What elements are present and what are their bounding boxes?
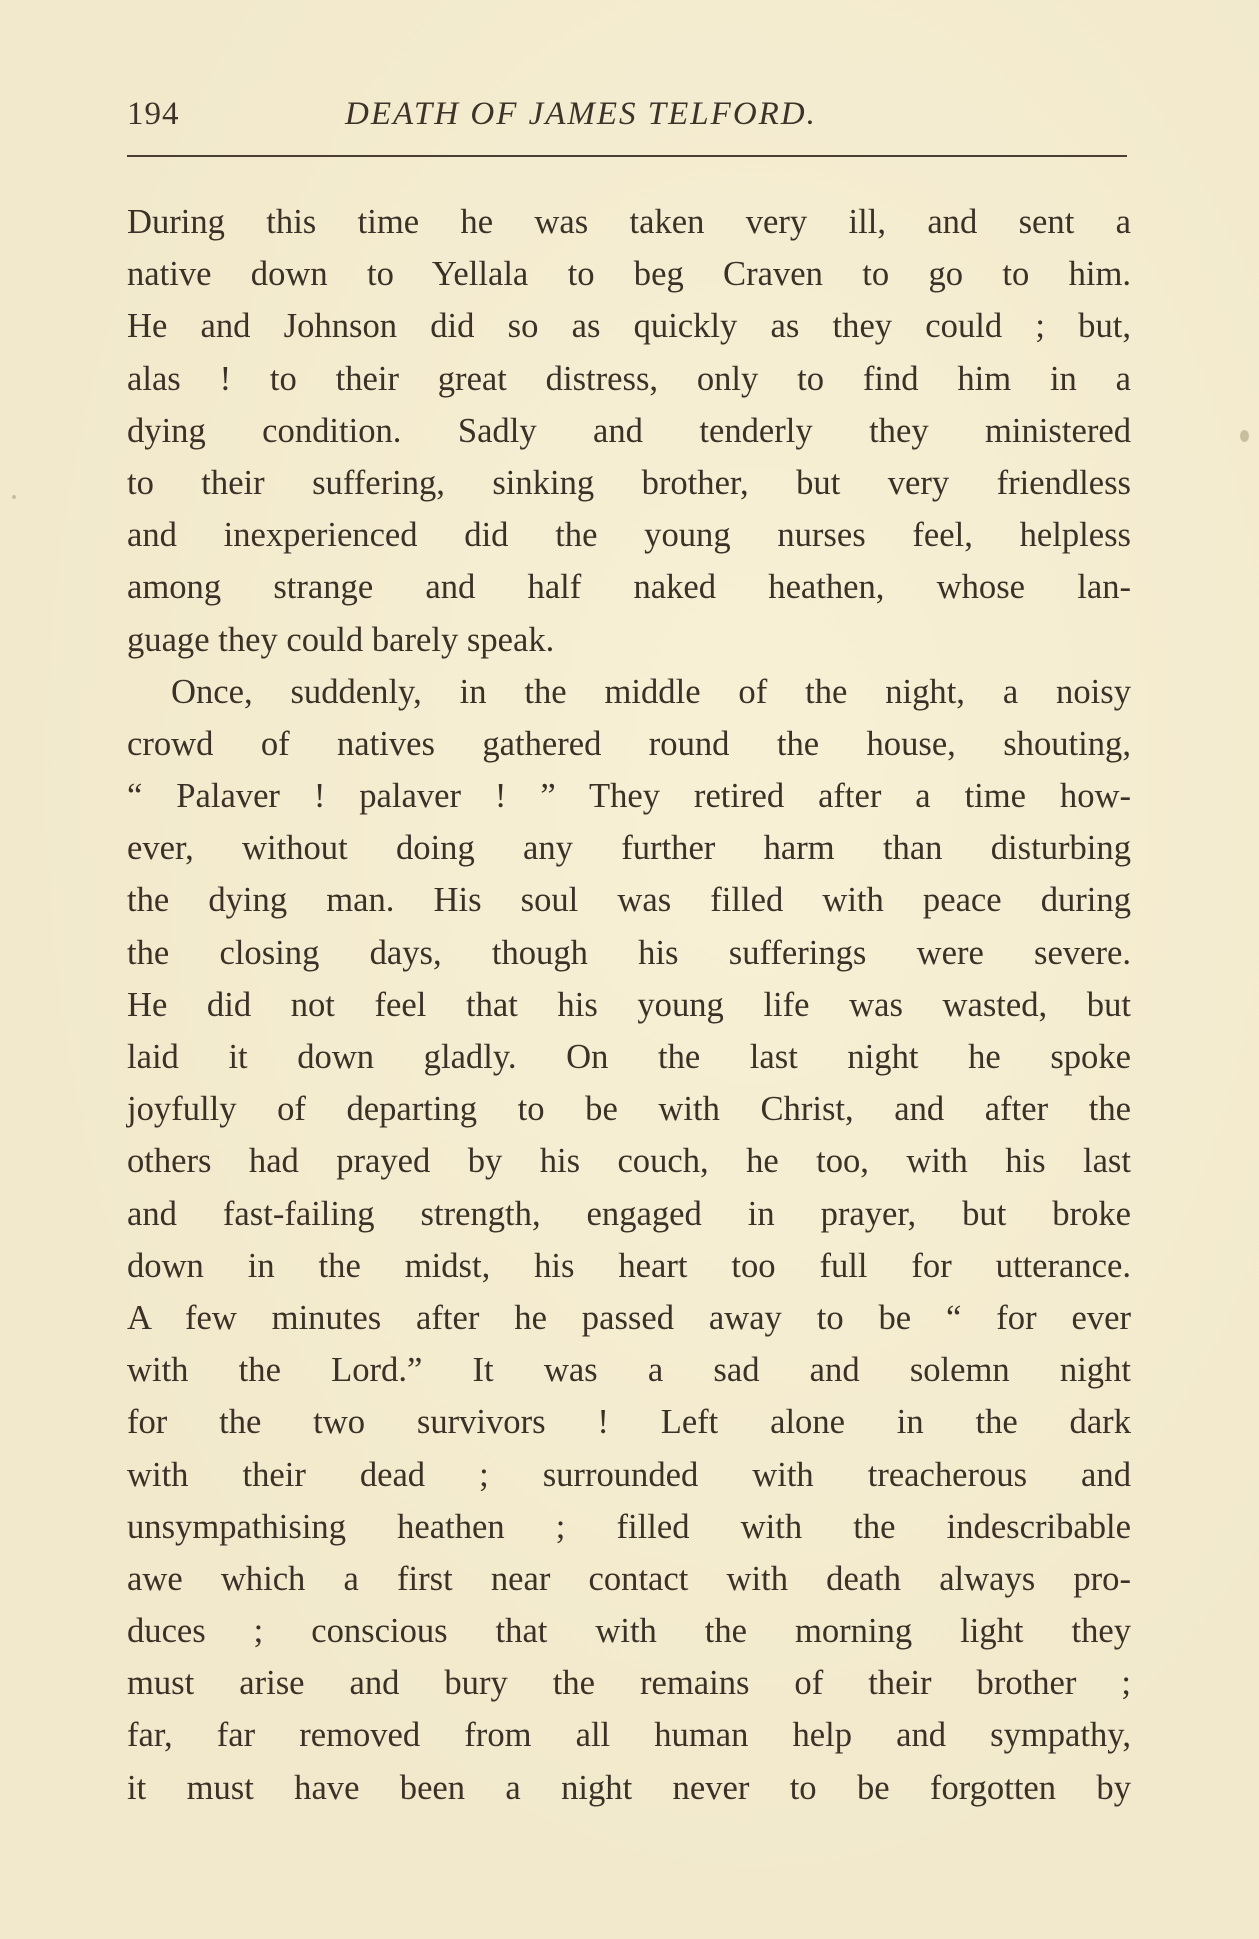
- text-line: During this time he was taken very ill, and sent a: [127, 203, 1131, 241]
- text-line: unsympathising heathen ; filled with the indescribable: [127, 1507, 1131, 1546]
- text-line: it must have been a night never to be forgotten by: [127, 1768, 1131, 1807]
- text-line: Once, suddenly, in the middle of the night, a noisy: [171, 672, 1131, 711]
- text-line: for the two survivors ! Left alone in the dark: [127, 1403, 1131, 1442]
- text-line: must arise and bury the remains of their brother ;: [127, 1664, 1131, 1703]
- text-line: and fast-failing strength, engaged in prayer, but broke: [127, 1194, 1131, 1233]
- text-line: dying condition. Sadly and tenderly they ministered: [127, 411, 1131, 450]
- text-line: joyfully of departing to be with Christ, and after the: [127, 1090, 1131, 1129]
- body-text: [127, 196, 1131, 1814]
- text-line: and inexperienced did the young nurses feel, helpless: [127, 516, 1131, 555]
- text-line: far, far removed from all human help and sympathy,: [127, 1716, 1131, 1755]
- text-line: to their suffering, sinking brother, but very friendless: [127, 463, 1131, 502]
- running-title: DEATH OF JAMES TELFORD.: [345, 96, 817, 132]
- text-line: “ Palaver ! palaver ! ” They retired after a time how-: [127, 777, 1131, 816]
- text-line: the dying man. His soul was filled with peace during: [127, 881, 1131, 920]
- text-line: A few minutes after he passed away to be “ for ever: [127, 1298, 1131, 1337]
- text-line: down in the midst, his heart too full for utterance.: [127, 1246, 1131, 1285]
- text-line: others had prayed by his couch, he too, with his last: [127, 1142, 1131, 1181]
- text-line: ever, without doing any further harm than disturbing: [127, 829, 1131, 868]
- text-line: the closing days, though his sufferings were severe.: [127, 933, 1131, 972]
- text-line: guage they could barely speak.: [127, 620, 555, 659]
- text-line: among strange and half naked heathen, whose lan-: [127, 568, 1131, 607]
- header-rule: [127, 155, 1127, 157]
- page-header: [127, 96, 1127, 146]
- text-line: He did not feel that his young life was wasted, but: [127, 985, 1131, 1024]
- text-line: He and Johnson did so as quickly as they could ; but,: [127, 307, 1131, 346]
- text-line: awe which a first near contact with death always pro-: [127, 1559, 1131, 1598]
- paper-speck: [1240, 430, 1249, 442]
- text-line: with the Lord.” It was a sad and solemn night: [127, 1351, 1131, 1390]
- text-line: alas ! to their great distress, only to find him in a: [127, 359, 1131, 398]
- text-line: crowd of natives gathered round the house, shouting,: [127, 724, 1131, 763]
- paper-speck: [12, 495, 16, 499]
- text-line: with their dead ; surrounded with treacherous and: [127, 1455, 1131, 1494]
- page-number: 194: [127, 96, 180, 132]
- text-line: laid it down gladly. On the last night he spoke: [127, 1038, 1131, 1076]
- text-line: native down to Yellala to beg Craven to go to him.: [127, 255, 1131, 294]
- text-line: duces ; conscious that with the morning light they: [127, 1612, 1131, 1651]
